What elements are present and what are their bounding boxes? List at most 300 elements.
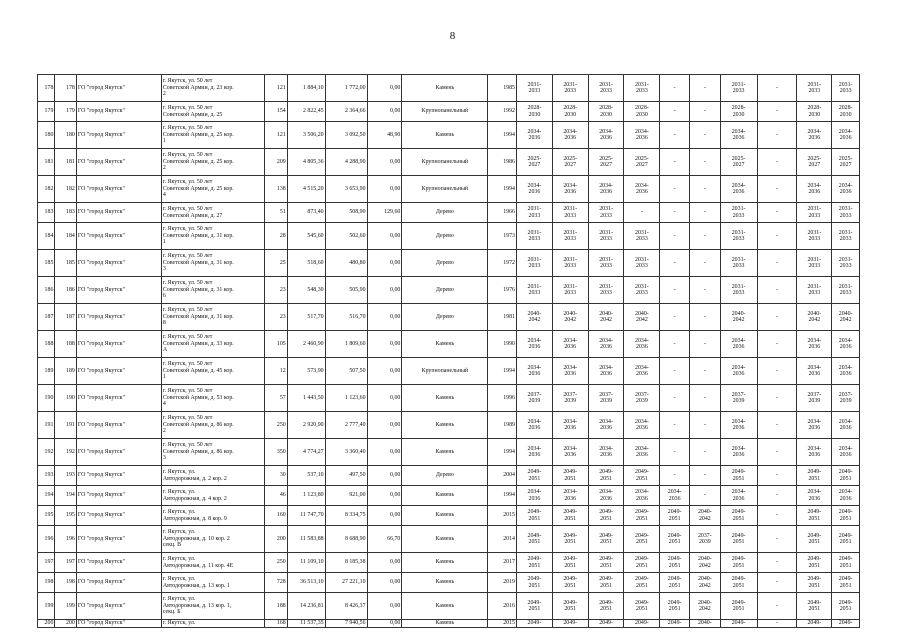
period-3-cell: 2049- 2051 bbox=[588, 593, 624, 620]
period-6-cell: - bbox=[689, 149, 720, 176]
period-3-cell: 2031- 2033 bbox=[588, 250, 624, 277]
period-10-cell: 2034- 2036 bbox=[832, 176, 860, 203]
address-line: г. Якутск, ул. 50 лет bbox=[162, 78, 213, 85]
period-9-cell: 2034- 2036 bbox=[797, 331, 832, 358]
period-10-cell: 2034- 2036 bbox=[832, 486, 860, 506]
period-2-cell: 2034- 2036 bbox=[552, 358, 588, 385]
period-3-cell: 2034- 2036 bbox=[588, 358, 624, 385]
residents-cell: 168 bbox=[265, 620, 288, 628]
period-5-cell: 2049- 2051 bbox=[660, 553, 690, 573]
period-1-cell: 2049- 2051 bbox=[517, 466, 553, 486]
period-4-cell: 2028- 2030 bbox=[624, 102, 660, 122]
row-index-cell: 200 bbox=[38, 620, 55, 628]
period-4-cell: 2025- 2027 bbox=[624, 149, 660, 176]
period-10-cell: 2031- 2033 bbox=[832, 75, 860, 102]
period-10-cell: 2049- 2051 bbox=[832, 526, 860, 553]
address-cell bbox=[161, 149, 264, 176]
period-2-cell: 2034- 2036 bbox=[552, 331, 588, 358]
period-10-cell: 2049- 2051 bbox=[832, 593, 860, 620]
living-area-cell: 505,90 bbox=[325, 277, 367, 304]
period-8-cell: - bbox=[757, 486, 797, 506]
period-10-cell: 2034- 2036 bbox=[832, 358, 860, 385]
address-line: Автодорожная, д. 10 кор. 2 bbox=[162, 535, 230, 542]
residents-cell: 250 bbox=[265, 412, 288, 439]
period-4-cell: 2034- 2036 bbox=[624, 122, 660, 149]
period-4-cell: 2034- 2036 bbox=[624, 358, 660, 385]
living-area-cell: 27 221,10 bbox=[325, 573, 367, 593]
period-3-cell: 2037- 2039 bbox=[588, 385, 624, 412]
address-line: г. Якутск, ул. 50 лет bbox=[162, 152, 213, 159]
address-line: Автодорожная, д. 4 кор. 2 bbox=[162, 495, 227, 502]
period-2-cell: 2031- 2033 bbox=[552, 277, 588, 304]
living-area-cell: 2 364,66 bbox=[325, 102, 367, 122]
wall-material-cell: Камень bbox=[402, 331, 488, 358]
nonresidential-area-cell: 0,00 bbox=[367, 176, 402, 203]
period-6-cell: 2040- 2042 bbox=[689, 593, 720, 620]
period-8-cell: - bbox=[757, 526, 797, 553]
total-area-cell: 545,60 bbox=[287, 223, 325, 250]
period-10-cell: 2031- 2033 bbox=[832, 277, 860, 304]
table-row bbox=[38, 203, 860, 223]
period-7-cell: 2037- 2039 bbox=[720, 385, 757, 412]
table-row bbox=[38, 466, 860, 486]
address-cell bbox=[161, 385, 264, 412]
period-5-cell: - bbox=[660, 75, 690, 102]
period-5-cell: - bbox=[660, 102, 690, 122]
period-1-cell: 2049- 2051 bbox=[517, 593, 553, 620]
period-9-cell: 2049- 2051 bbox=[797, 466, 832, 486]
residents-cell: 209 bbox=[265, 149, 288, 176]
period-6-cell: - bbox=[689, 277, 720, 304]
period-3-cell: 2049- 2051 bbox=[588, 466, 624, 486]
period-9-cell: 2049- 2051 bbox=[797, 506, 832, 526]
period-3-cell: 2034- 2036 bbox=[588, 412, 624, 439]
period-4-cell: 2049- 2051 bbox=[624, 553, 660, 573]
table-row bbox=[38, 75, 860, 102]
row-index-cell: 183 bbox=[38, 203, 55, 223]
period-5-cell: 2034- 2036 bbox=[660, 486, 690, 506]
address-line: Автодорожная, д. 11 кор. 4Е bbox=[162, 562, 234, 569]
wall-material-cell: Дерево bbox=[402, 277, 488, 304]
period-8-cell: - bbox=[757, 412, 797, 439]
period-7-cell: 2034- 2036 bbox=[720, 358, 757, 385]
period-8-cell: - bbox=[757, 466, 797, 486]
address-line: 8 bbox=[162, 320, 166, 327]
period-6-cell: - bbox=[689, 466, 720, 486]
address-line: А bbox=[162, 347, 168, 354]
period-9-cell: 2034- 2036 bbox=[797, 358, 832, 385]
address-line: Автодорожная, д. 13 кор. 1 bbox=[162, 582, 230, 589]
period-3-cell: 2049- 2051 bbox=[588, 573, 624, 593]
address-line: г. Якутск, ул. bbox=[162, 620, 196, 627]
period-2-cell: 2049- 2051 bbox=[552, 526, 588, 553]
period-7-cell: 2049- bbox=[720, 620, 757, 628]
period-7-cell: 2034- 2036 bbox=[720, 439, 757, 466]
house-id-cell: 200 bbox=[55, 620, 76, 628]
period-8-cell: - bbox=[757, 223, 797, 250]
address-cell bbox=[161, 486, 264, 506]
table-row bbox=[38, 102, 860, 122]
table-row bbox=[38, 620, 860, 628]
wall-material-cell: Камень bbox=[402, 412, 488, 439]
period-10-cell: 2037- 2039 bbox=[832, 385, 860, 412]
residents-cell: 121 bbox=[265, 122, 288, 149]
table-row bbox=[38, 412, 860, 439]
period-10-cell: 2034- 2036 bbox=[832, 412, 860, 439]
period-2-cell: 2049- bbox=[552, 620, 588, 628]
row-index-cell: 192 bbox=[38, 439, 55, 466]
period-3-cell: 2049- bbox=[588, 620, 624, 628]
table-row bbox=[38, 176, 860, 203]
period-10-cell: 2031- 2033 bbox=[832, 250, 860, 277]
period-7-cell: 2049- 2051 bbox=[720, 553, 757, 573]
address-line: 1 bbox=[162, 138, 166, 145]
total-area-cell: 1 123,80 bbox=[287, 486, 325, 506]
living-area-cell: 8 688,90 bbox=[325, 526, 367, 553]
address-cell bbox=[161, 223, 264, 250]
address-line: Автодорожная, д. 13 кор. 1, bbox=[162, 602, 232, 609]
period-2-cell: 2031- 2033 bbox=[552, 223, 588, 250]
period-10-cell: 2049- 2051 bbox=[832, 553, 860, 573]
period-4-cell: 2034- 2036 bbox=[624, 331, 660, 358]
period-7-cell: 2034- 2036 bbox=[720, 331, 757, 358]
period-6-cell: - bbox=[689, 122, 720, 149]
address-line: г. Якутск, ул. bbox=[162, 469, 196, 476]
wall-material-cell: Камень bbox=[402, 385, 488, 412]
address-line: секц. В bbox=[162, 542, 182, 549]
total-area-cell: 36 513,10 bbox=[287, 573, 325, 593]
address-cell bbox=[161, 304, 264, 331]
period-3-cell: 2034- 2036 bbox=[588, 122, 624, 149]
wall-material-cell: Камень bbox=[402, 553, 488, 573]
address-line: г. Якутск, ул. bbox=[162, 596, 196, 603]
address-cell bbox=[161, 466, 264, 486]
table-row bbox=[38, 526, 860, 553]
period-9-cell: 2034- 2036 bbox=[797, 439, 832, 466]
period-8-cell: - bbox=[757, 102, 797, 122]
period-3-cell: 2031- 2033 bbox=[588, 277, 624, 304]
residents-cell: 12 bbox=[265, 358, 288, 385]
municipality-cell: ГО "город Якутск" bbox=[76, 122, 161, 149]
total-area-cell: 518,60 bbox=[287, 250, 325, 277]
total-area-cell: 517,70 bbox=[287, 304, 325, 331]
build-year-cell: 1994 bbox=[488, 358, 517, 385]
municipality-cell: ГО "город Якутск" bbox=[76, 223, 161, 250]
period-8-cell: - bbox=[757, 553, 797, 573]
municipality-cell: ГО "город Якутск" bbox=[76, 102, 161, 122]
total-area-cell: 11 747,70 bbox=[287, 506, 325, 526]
period-2-cell: 2034- 2036 bbox=[552, 122, 588, 149]
row-index-cell: 185 bbox=[38, 250, 55, 277]
period-5-cell: - bbox=[660, 149, 690, 176]
period-9-cell: 2049- 2051 bbox=[797, 526, 832, 553]
house-id-cell: 184 bbox=[55, 223, 76, 250]
address-cell bbox=[161, 277, 264, 304]
table-row bbox=[38, 149, 860, 176]
nonresidential-area-cell: 0,00 bbox=[367, 506, 402, 526]
period-2-cell: 2028- 2030 bbox=[552, 102, 588, 122]
house-id-cell: 192 bbox=[55, 439, 76, 466]
row-index-cell: 186 bbox=[38, 277, 55, 304]
nonresidential-area-cell: 0,00 bbox=[367, 149, 402, 176]
period-2-cell: 2025- 2027 bbox=[552, 149, 588, 176]
period-2-cell: 2034- 2036 bbox=[552, 176, 588, 203]
period-8-cell: - bbox=[757, 122, 797, 149]
nonresidential-area-cell: 0,00 bbox=[367, 593, 402, 620]
period-3-cell: 2040- 2042 bbox=[588, 304, 624, 331]
address-cell bbox=[161, 102, 264, 122]
residents-cell: 728 bbox=[265, 573, 288, 593]
period-5-cell: 2049- 2051 bbox=[660, 506, 690, 526]
address-cell bbox=[161, 412, 264, 439]
housing-table bbox=[37, 74, 860, 628]
address-line: г. Якутск, ул. 50 лет bbox=[162, 253, 213, 260]
period-4-cell: 2034- 2036 bbox=[624, 439, 660, 466]
municipality-cell: ГО "город Якутск" bbox=[76, 149, 161, 176]
house-id-cell: 187 bbox=[55, 304, 76, 331]
wall-material-cell: Камень bbox=[402, 506, 488, 526]
wall-material-cell: Дерево bbox=[402, 203, 488, 223]
build-year-cell: 1994 bbox=[488, 176, 517, 203]
period-1-cell: 2031- 2033 bbox=[517, 223, 553, 250]
municipality-cell: ГО "город Якутск" bbox=[76, 526, 161, 553]
period-9-cell: 2034- 2036 bbox=[797, 176, 832, 203]
table-row bbox=[38, 385, 860, 412]
period-5-cell: 2049- 2051 bbox=[660, 573, 690, 593]
nonresidential-area-cell: 0,00 bbox=[367, 439, 402, 466]
house-id-cell: 199 bbox=[55, 593, 76, 620]
period-7-cell: 2049- 2051 bbox=[720, 526, 757, 553]
period-7-cell: 2034- 2036 bbox=[720, 412, 757, 439]
period-8-cell: - bbox=[757, 573, 797, 593]
table-row bbox=[38, 223, 860, 250]
address-line: Советской Армии, д. 31 кор. bbox=[162, 259, 234, 266]
period-7-cell: 2040- 2042 bbox=[720, 304, 757, 331]
address-line: 4 bbox=[162, 192, 166, 199]
address-line: г. Якутск, ул. bbox=[162, 529, 196, 536]
period-2-cell: 2049- 2051 bbox=[552, 573, 588, 593]
period-3-cell: 2049- 2051 bbox=[588, 526, 624, 553]
period-9-cell: 2034- 2036 bbox=[797, 122, 832, 149]
municipality-cell: ГО "город Якутск" bbox=[76, 553, 161, 573]
nonresidential-area-cell: 48,90 bbox=[367, 122, 402, 149]
house-id-cell: 181 bbox=[55, 149, 76, 176]
wall-material-cell: Камень bbox=[402, 620, 488, 628]
total-area-cell: 3 506,20 bbox=[287, 122, 325, 149]
period-8-cell: - bbox=[757, 439, 797, 466]
address-line: Советской Армии, д. 31 кор. bbox=[162, 313, 234, 320]
house-id-cell: 198 bbox=[55, 573, 76, 593]
period-7-cell: 2034- 2036 bbox=[720, 176, 757, 203]
municipality-cell: ГО "город Якутск" bbox=[76, 573, 161, 593]
living-area-cell: 1 772,00 bbox=[325, 75, 367, 102]
address-cell bbox=[161, 358, 264, 385]
period-6-cell: - bbox=[689, 486, 720, 506]
period-6-cell: - bbox=[689, 304, 720, 331]
total-area-cell: 537,10 bbox=[287, 466, 325, 486]
period-5-cell: - bbox=[660, 385, 690, 412]
period-9-cell: 2040- 2042 bbox=[797, 304, 832, 331]
wall-material-cell: Камень bbox=[402, 593, 488, 620]
period-3-cell: 2031- 2033 bbox=[588, 223, 624, 250]
address-line: 4 bbox=[162, 401, 166, 408]
period-2-cell: 2049- 2051 bbox=[552, 506, 588, 526]
table-row bbox=[38, 277, 860, 304]
row-index-cell: 198 bbox=[38, 573, 55, 593]
period-3-cell: 2031- 2033 bbox=[588, 203, 624, 223]
residents-cell: 188 bbox=[265, 593, 288, 620]
address-line: секц. Б bbox=[162, 609, 181, 616]
municipality-cell: ГО "город Якутск" bbox=[76, 75, 161, 102]
period-7-cell: 2049- 2051 bbox=[720, 593, 757, 620]
period-8-cell: - bbox=[757, 385, 797, 412]
period-4-cell: 2049- 2051 bbox=[624, 593, 660, 620]
period-9-cell: 2037- 2039 bbox=[797, 385, 832, 412]
period-4-cell: 2034- 2036 bbox=[624, 176, 660, 203]
period-2-cell: 2049- 2051 bbox=[552, 466, 588, 486]
address-line: Советской Армии, д. 31 кор. bbox=[162, 286, 234, 293]
house-id-cell: 189 bbox=[55, 358, 76, 385]
period-9-cell: 2028- 2030 bbox=[797, 102, 832, 122]
living-area-cell: 480,80 bbox=[325, 250, 367, 277]
period-10-cell: 2034- 2036 bbox=[832, 331, 860, 358]
build-year-cell: 1994 bbox=[488, 486, 517, 506]
house-id-cell: 183 bbox=[55, 203, 76, 223]
period-6-cell: 2040- bbox=[689, 620, 720, 628]
period-1-cell: 2049- 2051 bbox=[517, 553, 553, 573]
house-id-cell: 178 bbox=[55, 75, 76, 102]
period-3-cell: 2034- 2036 bbox=[588, 439, 624, 466]
period-6-cell: - bbox=[689, 385, 720, 412]
nonresidential-area-cell: 0,00 bbox=[367, 331, 402, 358]
period-1-cell: 2031- 2033 bbox=[517, 277, 553, 304]
address-line: г. Якутск, ул. bbox=[162, 509, 196, 516]
period-3-cell: 2028- 2030 bbox=[588, 102, 624, 122]
living-area-cell: 1 809,60 bbox=[325, 331, 367, 358]
period-1-cell: 2034- 2036 bbox=[517, 122, 553, 149]
address-line: 2 bbox=[162, 91, 166, 98]
residents-cell: 121 bbox=[265, 75, 288, 102]
municipality-cell: ГО "город Якутск" bbox=[76, 466, 161, 486]
period-5-cell: - bbox=[660, 466, 690, 486]
period-1-cell: 2049- 2051 bbox=[517, 506, 553, 526]
period-6-cell: - bbox=[689, 223, 720, 250]
period-4-cell: 2034- 2036 bbox=[624, 412, 660, 439]
period-5-cell: - bbox=[660, 203, 690, 223]
period-8-cell: - bbox=[757, 250, 797, 277]
total-area-cell: 4 805,36 bbox=[287, 149, 325, 176]
period-6-cell: 2040- 2042 bbox=[689, 553, 720, 573]
table-row bbox=[38, 573, 860, 593]
period-7-cell: 2031- 2033 bbox=[720, 203, 757, 223]
period-10-cell: 2031- 2033 bbox=[832, 203, 860, 223]
house-id-cell: 186 bbox=[55, 277, 76, 304]
period-5-cell: - bbox=[660, 358, 690, 385]
address-line: Советской Армии, д. 25 кор. bbox=[162, 158, 234, 165]
house-id-cell: 180 bbox=[55, 122, 76, 149]
residents-cell: 250 bbox=[265, 553, 288, 573]
address-cell bbox=[161, 75, 264, 102]
period-9-cell: 2025- 2027 bbox=[797, 149, 832, 176]
address-line: г. Якутск, ул. 50 лет bbox=[162, 206, 213, 213]
municipality-cell: ГО "город Якутск" bbox=[76, 385, 161, 412]
row-index-cell: 190 bbox=[38, 385, 55, 412]
table-row bbox=[38, 593, 860, 620]
residents-cell: 23 bbox=[265, 304, 288, 331]
nonresidential-area-cell: 0,00 bbox=[367, 223, 402, 250]
address-cell bbox=[161, 620, 264, 628]
wall-material-cell: Камень bbox=[402, 486, 488, 506]
period-1-cell: 2049- 2051 bbox=[517, 573, 553, 593]
period-7-cell: 2025- 2027 bbox=[720, 149, 757, 176]
period-9-cell: 2049- bbox=[797, 620, 832, 628]
residents-cell: 30 bbox=[265, 466, 288, 486]
row-index-cell: 191 bbox=[38, 412, 55, 439]
period-8-cell: - bbox=[757, 203, 797, 223]
total-area-cell: 573,90 bbox=[287, 358, 325, 385]
period-5-cell: - bbox=[660, 223, 690, 250]
row-index-cell: 184 bbox=[38, 223, 55, 250]
build-year-cell: 2019 bbox=[488, 573, 517, 593]
nonresidential-area-cell: 0,00 bbox=[367, 102, 402, 122]
period-5-cell: - bbox=[660, 250, 690, 277]
build-year-cell: 1972 bbox=[488, 250, 517, 277]
period-8-cell: - bbox=[757, 506, 797, 526]
residents-cell: 138 bbox=[265, 176, 288, 203]
municipality-cell: ГО "город Якутск" bbox=[76, 620, 161, 628]
period-7-cell: 2034- 2036 bbox=[720, 486, 757, 506]
period-4-cell: 2049- 2051 bbox=[624, 573, 660, 593]
wall-material-cell: Дерево bbox=[402, 304, 488, 331]
wall-material-cell: Камень bbox=[402, 439, 488, 466]
table-row bbox=[38, 358, 860, 385]
wall-material-cell: Камень bbox=[402, 526, 488, 553]
total-area-cell: 4 774,27 bbox=[287, 439, 325, 466]
period-10-cell: 2034- 2036 bbox=[832, 439, 860, 466]
table-row bbox=[38, 122, 860, 149]
total-area-cell: 2 822,45 bbox=[287, 102, 325, 122]
period-9-cell: 2031- 2033 bbox=[797, 75, 832, 102]
period-2-cell: 2034- 2036 bbox=[552, 439, 588, 466]
period-2-cell: 2031- 2033 bbox=[552, 203, 588, 223]
house-id-cell: 193 bbox=[55, 466, 76, 486]
period-2-cell: 2031- 2033 bbox=[552, 250, 588, 277]
wall-material-cell: Крупнопанельный bbox=[402, 176, 488, 203]
municipality-cell: ГО "город Якутск" bbox=[76, 439, 161, 466]
house-id-cell: 179 bbox=[55, 102, 76, 122]
nonresidential-area-cell: 0,00 bbox=[367, 277, 402, 304]
living-area-cell: 8 185,38 bbox=[325, 553, 367, 573]
period-10-cell: 2025- 2027 bbox=[832, 149, 860, 176]
period-6-cell: 2040- 2042 bbox=[689, 506, 720, 526]
nonresidential-area-cell: 0,00 bbox=[367, 385, 402, 412]
address-cell bbox=[161, 203, 264, 223]
address-cell bbox=[161, 553, 264, 573]
address-line: 3 bbox=[162, 455, 166, 462]
period-3-cell: 2034- 2036 bbox=[588, 176, 624, 203]
address-line: Советской Армии, д. 25 кор. bbox=[162, 185, 234, 192]
nonresidential-area-cell: 129,60 bbox=[367, 203, 402, 223]
period-1-cell: 2034- 2036 bbox=[517, 358, 553, 385]
address-line: Советской Армии, д. 31 кор. bbox=[162, 232, 234, 239]
residents-cell: 46 bbox=[265, 486, 288, 506]
period-8-cell: - bbox=[757, 149, 797, 176]
page-number: 8 bbox=[449, 30, 456, 42]
address-line: 1 bbox=[162, 239, 166, 246]
period-9-cell: 2049- 2051 bbox=[797, 573, 832, 593]
build-year-cell: 2014 bbox=[488, 526, 517, 553]
address-line: 1 bbox=[162, 374, 166, 381]
